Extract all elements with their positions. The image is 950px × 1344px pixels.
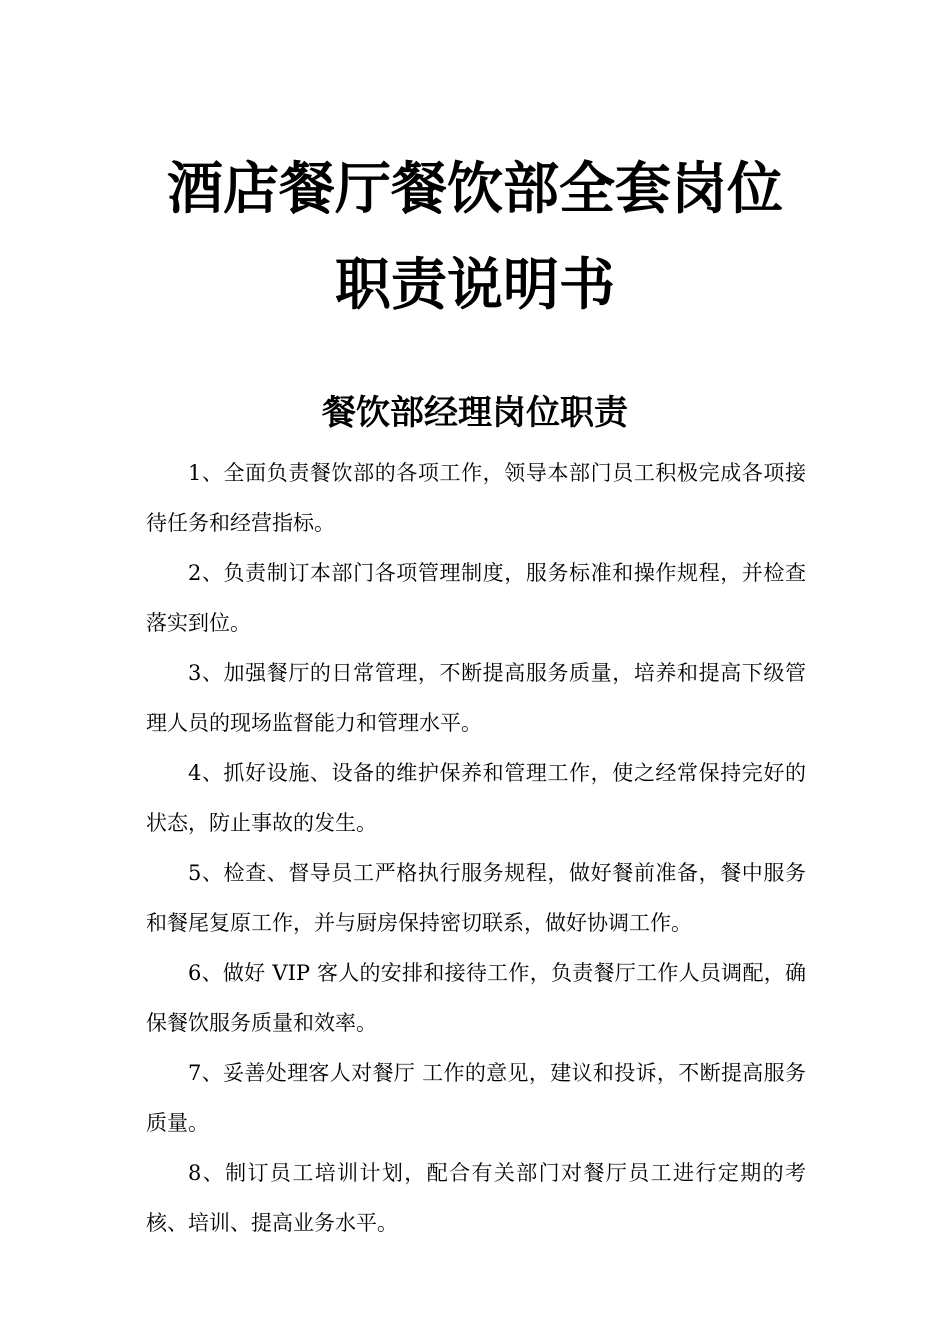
duty-item-4: 4、抓好设施、设备的维护保养和管理工作，使之经常保持完好的状态，防止事故的发生。 <box>146 761 806 835</box>
duty-item-3: 3、加强餐厅的日常管理，不断提高服务质量，培养和提高下级管理人员的现场监督能力和管理水平。 <box>146 661 806 735</box>
duty-item-8: 8、制订员工培训计划，配合有关部门对餐厅员工进行定期的考核、培训、提高业务水平。 <box>146 1161 806 1235</box>
duty-item-1: 1、全面负责餐饮部的各项工作，领导本部门员工积极完成各项接待任务和经营指标。 <box>146 461 806 535</box>
section-heading: 餐饮部经理岗位职责 <box>322 393 628 433</box>
duty-item-7: 7、妥善处理客人对餐厅 工作的意见，建议和投诉，不断提高服务质量。 <box>146 1061 806 1135</box>
duty-item-6: 6、做好 VIP 客人的安排和接待工作，负责餐厅工作人员调配，确保餐饮服务质量和效率。 <box>146 961 806 1035</box>
document-title-line-1: 酒店餐厅餐饮部全套岗位 <box>167 157 783 222</box>
duty-list <box>146 448 806 1248</box>
document-title-line-2: 职责说明书 <box>335 253 615 318</box>
duty-item-2: 2、负责制订本部门各项管理制度，服务标准和操作规程，并检查落实到位。 <box>146 561 806 635</box>
duty-item-5: 5、检查、督导员工严格执行服务规程，做好餐前准备，餐中服务和餐尾复原工作，并与厨房保持密切联系，做好协调工作。 <box>146 861 806 935</box>
